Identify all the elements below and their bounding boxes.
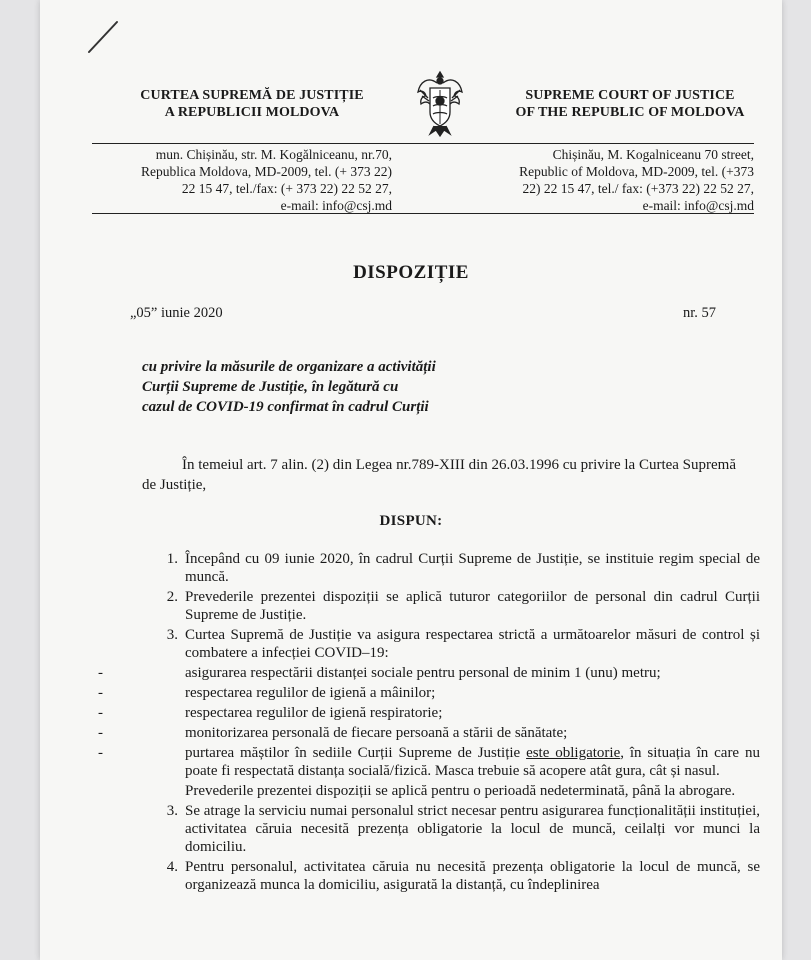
list-item xyxy=(150,858,760,894)
list-item xyxy=(150,588,760,624)
duration-note: Prevederile prezentei dispoziții se aplică pentru o perioadă nedeterminată, până la abrogare. xyxy=(185,783,736,799)
court-name-ro-line2: A REPUBLICII MOLDOVA xyxy=(164,105,340,120)
header-top-rule xyxy=(92,143,754,144)
court-name-en xyxy=(510,87,750,121)
mandatory-emphasis: este obligatorie xyxy=(526,745,621,761)
court-name-en-line2: OF THE REPUBLIC OF MOLDOVA xyxy=(515,105,745,120)
item-text: Se atrage la serviciu numai personalul strict necesar pentru asigurarea funcționalității instituției, activitatea căruia necesită prezența obligatorie la locul de muncă, ceilalți vor munci la domiciliu. xyxy=(185,803,760,855)
coat-of-arms-icon xyxy=(416,68,464,138)
list-item xyxy=(150,626,760,662)
address-en-email: e-mail: info@csj.md xyxy=(642,198,754,213)
document-number: nr. 57 xyxy=(683,305,717,321)
mask-rule-text: purtarea măștilor în sediile Curții Supreme de Justiție xyxy=(185,745,527,761)
court-name-ro-line1: CURTEA SUPREMĂ DE JUSTIȚIE xyxy=(140,88,364,103)
bullet-dash: - xyxy=(98,685,103,701)
dispun-heading: DISPUN: xyxy=(379,513,443,529)
item-text: Începând cu 09 iunie 2020, în cadrul Curții Supreme de Justiție, se instituie regim special de muncă. xyxy=(185,551,760,585)
bullet-text: respectarea regulilor de igienă respiratorie; xyxy=(185,705,443,721)
provisions-list xyxy=(98,550,760,896)
address-ro-line: Republica Moldova, MD-2009, tel. (+ 373 22) xyxy=(141,164,392,179)
address-en-line: 22) 22 15 47, tel./ fax: (+373 22) 22 52 27, xyxy=(522,181,754,196)
list-item xyxy=(150,550,760,586)
item-number: 3. xyxy=(166,803,178,819)
item-number: 3. xyxy=(166,627,178,643)
bullet-text: monitorizarea personală de fiecare persoană a stării de sănătate; xyxy=(185,725,568,741)
bullet-item xyxy=(98,724,760,742)
bullet-dash: - xyxy=(98,725,103,741)
document-date: „05” iunie 2020 xyxy=(130,305,223,321)
document-page xyxy=(40,0,782,960)
item-text: Prevederile prezentei dispoziții se aplică tuturor categoriilor de personal din cadrul Curții Supreme de Justiție. xyxy=(185,589,760,623)
pen-mark-icon xyxy=(85,18,125,54)
item-number: 1. xyxy=(166,551,178,567)
address-en-line: Chișinău, M. Kogalniceanu 70 street, xyxy=(552,147,754,162)
address-ro-line: 22 15 47, tel./fax: (+ 373 22) 22 52 27, xyxy=(181,181,392,196)
list-item xyxy=(150,802,760,856)
item-text: Curtea Supremă de Justiție va asigura respectarea strictă a următoarelor măsuri de control și combatere a infecției COVID–19: xyxy=(185,627,760,661)
item-text: Pentru personalul, activitatea căruia nu necesită prezența obligatorie la locul de muncă, se organizează munca la domiciliu, asigurată la distanță, cu îndeplinirea xyxy=(185,859,760,893)
address-ro xyxy=(124,146,392,214)
bullet-text xyxy=(185,744,760,780)
subject-line: Curții Supreme de Justiție, în legătură cu xyxy=(142,379,399,395)
address-ro-email: e-mail: info@csj.md xyxy=(280,198,392,213)
document-subject xyxy=(142,357,542,417)
address-en xyxy=(506,146,754,214)
legal-basis-paragraph xyxy=(142,455,752,495)
bullet-item xyxy=(98,684,760,702)
bullet-item xyxy=(98,704,760,722)
address-ro-line: mun. Chișinău, str. M. Kogălniceanu, nr.70, xyxy=(155,147,392,162)
item-number: 4. xyxy=(166,859,178,875)
bullet-text: respectarea regulilor de igienă a mâinilor; xyxy=(185,685,436,701)
legal-basis-text: În temeiul art. 7 alin. (2) din Legea nr.789-XIII din 26.03.1996 cu privire la Curtea Supremă de Justiție, xyxy=(142,457,737,493)
document-title: DISPOZIȚIE xyxy=(353,262,469,283)
court-name-ro xyxy=(138,87,366,121)
subject-line: cu privire la măsurile de organizare a activității xyxy=(142,359,436,375)
bullet-text: asigurarea respectării distanței sociale pentru personal de minim 1 (unu) metru; xyxy=(185,665,661,681)
header-bottom-rule xyxy=(92,213,754,214)
address-en-line: Republic of Moldova, MD-2009, tel. (+373 xyxy=(519,164,754,179)
bullet-dash: - xyxy=(98,745,103,761)
item-number: 2. xyxy=(166,589,178,605)
subject-line: cazul de COVID-19 confirmat în cadrul Curții xyxy=(142,399,429,415)
mask-rule-text-cont: , în situația în care nu poate fi respectată distanța socială/fizică. Masca trebuie să acopere atât gura, cât și nasul. xyxy=(185,745,760,779)
bullet-item xyxy=(98,744,760,780)
court-name-en-line1: SUPREME COURT OF JUSTICE xyxy=(525,88,735,103)
bullet-item xyxy=(98,664,760,682)
bullet-dash: - xyxy=(98,705,103,721)
bullet-dash: - xyxy=(98,665,103,681)
